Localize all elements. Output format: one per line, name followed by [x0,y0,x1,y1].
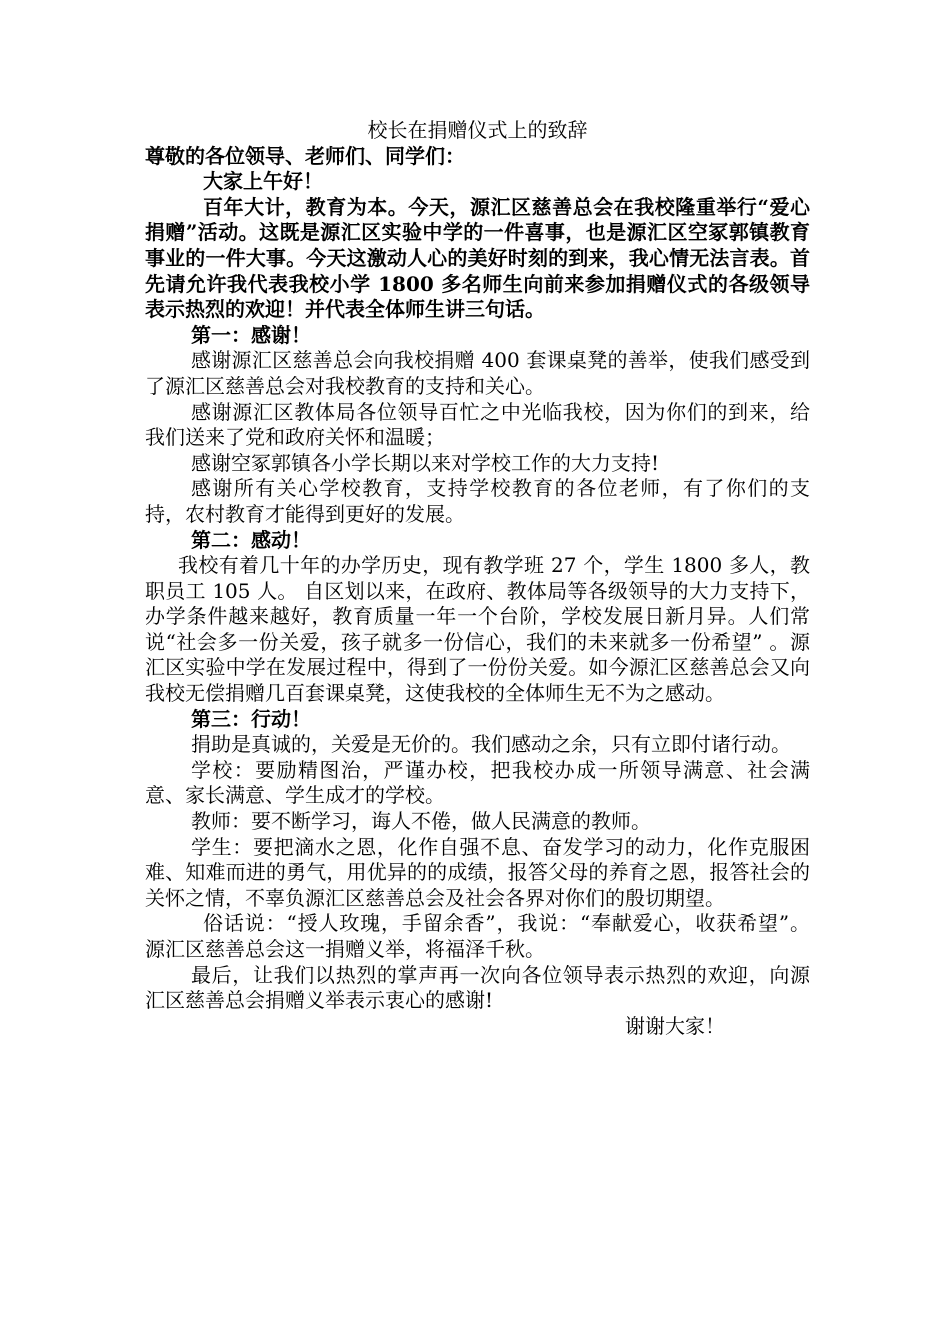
section3-paragraph: 学校：要励精图治，严谨办校，把我校办成一所领导满意、社会满意、家长满意、学生成才的学校。 [145,757,810,808]
proverb-paragraph: 俗话说：“授人玫瑰，手留余香”，我说：“奉献爱心，收获希望”。 源汇区慈善总会这一捐赠义举，将福泽千秋。 [145,911,810,961]
intro-paragraph: 百年大计，教育为本。今天，源汇区慈善总会在我校隆重举行“爱心捐赠”活动。这既是源汇区实验中学的一件喜事，也是源汇区空冢郭镇教育事业的一件大事。今天这激动人心的美好时刻的到来，我心情无法言表。首先请允许我代表我校小学 1800 多名师生向前来参加捐赠仪式的各级领导表示热烈的欢迎！并代表全体师生讲三句话。 [145,194,810,322]
document-title: 校长在捐赠仪式上的致辞 [367,118,588,142]
section1-paragraph: 感谢源汇区教体局各位领导百忙之中光临我校，因为你们的到来，给我们送来了党和政府关怀和温暖； [145,399,810,450]
document-page [145,118,810,1039]
section3-paragraph: 教师：要不断学习，诲人不倦，做人民满意的教师。 [191,809,651,834]
section1-paragraph: 感谢空冢郭镇各小学长期以来对学校工作的大力支持! [191,450,660,475]
closing-line: 谢谢大家！ [625,1013,725,1038]
section3-heading: 第三：行动！ [191,706,311,731]
salutation: 尊敬的各位领导、老师们、同学们： [145,143,465,168]
section1-paragraph: 感谢所有关心学校教育，支持学校教育的各位老师，有了你们的支持，农村教育才能得到更好的发展。 [145,476,810,526]
section3-paragraph: 学生：要把滴水之恩，化作自强不息、奋发学习的动力，化作克服困难、知难而进的勇气，用优异的的成绩，报答父母的养育之恩，报答社会的关怀之情，不辜负源汇区慈善总会及社会各界对你们的殷切期望。 [145,834,810,910]
section1-heading: 第一：感谢！ [191,322,311,347]
greeting: 大家上午好！ [203,169,323,194]
section1-paragraph: 感谢源汇区慈善总会向我校捐赠 400 套课桌凳的善举，使我们感受到了源汇区慈善总会对我校教育的支持和关心。 [145,348,810,398]
section2-paragraph: 我校有着几十年的办学历史，现有教学班 27 个，学生 1800 多人，教职员工 105 人。 自区划以来，在政府、教体局等各级领导的大力支持下，办学条件越来越好，教育质量一年一个台阶，学校发展日新月异。人们常说“社会多一份关爱，孩子就多一份信心，我们的未来就多一份希望” 。源汇区实验中学在发展过程中，得到了一份份关爱。如今源汇区慈善总会又向我校无偿捐赠几百套课桌凳，这使我校的全体师生无不为之感动。 [145,553,810,706]
final-paragraph: 最后，让我们以热烈的掌声再一次向各位领导表示热烈的欢迎，向源汇区慈善总会捐赠义举表示衷心的感谢! [145,962,810,1013]
section3-paragraph: 捐助是真诚的，关爱是无价的。我们感动之余，只有立即付诸行动。 [191,732,791,757]
section2-heading: 第二：感动！ [191,527,311,552]
